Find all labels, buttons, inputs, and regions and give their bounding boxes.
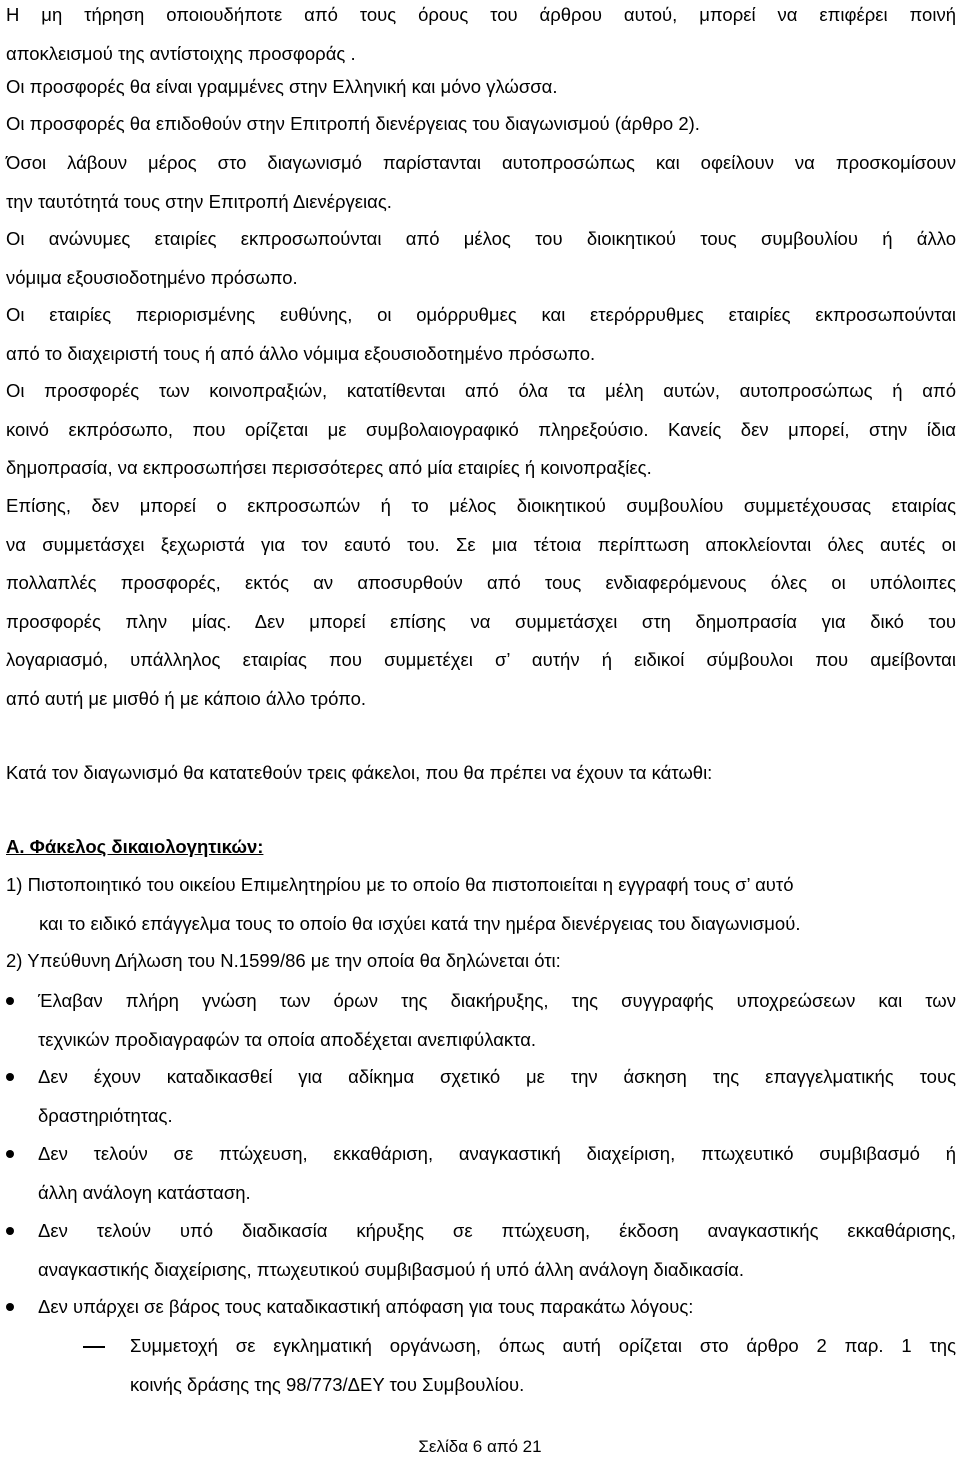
text-line: 1) Πιστοποιητικό του οικείου Επιμελητηρίου με το οποίο θα πιστοποιείται η εγγραφή τους σ’ αυτό (6, 874, 794, 895)
bullet-icon (6, 1150, 14, 1158)
paragraph-submission (6, 105, 956, 144)
text-line: κοινής δράσης της 98/773/ΔΕΥ του Συμβουλίου. (130, 1373, 525, 1395)
text-line: λογαριασμό, υπάλληλος εταιρίας που συμμετέχει σ’ αυτήν ή ειδικοί σύμβουλοι που αμείβονται (6, 649, 956, 670)
paragraph-language (6, 68, 956, 107)
page-number: Σελίδα 6 από 21 (418, 1437, 542, 1456)
paragraph-envelopes (6, 754, 956, 793)
text-line: 2) Υπεύθυνη Δήλωση του Ν.1599/86 με την οποία θα δηλώνεται ότι: (6, 950, 561, 971)
text-line: Οι προσφορές θα επιδοθούν στην Επιτροπή διενέργειας του διαγωνισμού (άρθρο 2). (6, 113, 700, 134)
text-line: Δεν τελούν υπό διαδικασία κήρυξης σε πτώχευση, έκδοση αναγκαστικής εκκαθάρισης, (38, 1220, 956, 1241)
text-line: αναγκαστικής διαχείρισης, πτωχευτικού συμβιβασμού ή υπό άλλη ανάλογη διαδικασία. (38, 1258, 745, 1280)
text-line: Έλαβαν πλήρη γνώση των όρων της διακήρυξης, της συγγραφής υποχρεώσεων και των (38, 990, 956, 1011)
paragraph-anonymous-companies (6, 220, 956, 297)
text-line: και το ειδικό επάγγελμα τους το οποίο θα ισχύει κατά την ημέρα διενέργειας του διαγωνισμού. (39, 912, 801, 934)
text-line: πολλαπλές προσφορές, εκτός αν αποσυρθούν από τους ενδιαφερόμενους όλες οι υπόλοιπες (6, 572, 956, 593)
section-heading: Α. Φάκελος δικαιολογητικών: (6, 836, 264, 857)
section-a-heading (6, 828, 956, 867)
paragraph-limited-companies (6, 296, 956, 373)
text-line: Επίσης, δεν μπορεί ο εκπροσωπών ή το μέλος διοικητικού συμβουλίου συμμετέχουσας εταιρίας (6, 495, 956, 516)
text-line: από το διαχειριστή τους ή από άλλο νόμιμα εξουσιοδοτημένο πρόσωπο. (6, 342, 596, 364)
text-line: κοινό εκπρόσωπο, που ορίζεται με συμβολαιογραφικό πληρεξούσιο. Κανείς δεν μπορεί, στην ίδια (6, 418, 956, 440)
bullet-icon (6, 997, 14, 1005)
bullet-item (6, 1288, 956, 1327)
bullet-icon (6, 1303, 14, 1311)
text-line: άλλη ανάλογη κατάσταση. (38, 1181, 251, 1203)
text-line: την ταυτότητά τους στην Επιτροπή Διενέργειας. (6, 190, 392, 212)
text-line: Όσοι λάβουν μέρος στο διαγωνισμό παρίστανται αυτοπροσώπως και οφείλουν να προσκομίσουν (6, 152, 956, 173)
text-line: Οι προσφορές των κοινοπραξιών, κατατίθενται από όλα τα μέλη αυτών, αυτοπροσώπως ή από (6, 380, 956, 401)
text-line: δημοπρασία, να εκπροσωπήσει περισσότερες από μία εταιρίες ή κοινοπραξίες. (6, 457, 652, 478)
text-line: Οι προσφορές θα είναι γραμμένες στην Ελληνική και μόνο γλώσσα. (6, 76, 558, 97)
text-line: Κατά τον διαγωνισμό θα κατατεθούν τρεις φάκελοι, που θα πρέπει να έχουν τα κάτωθι: (6, 762, 713, 783)
text-line: Δεν έχουν καταδικασθεί για αδίκημα σχετικό με την άσκηση της επαγγελματικής τους (38, 1066, 956, 1087)
section-a-item-1 (6, 866, 956, 943)
text-line: Συμμετοχή σε εγκληματική οργάνωση, όπως αυτή ορίζεται στο άρθρο 2 παρ. 1 της (130, 1335, 956, 1356)
paragraph-joint-ventures (6, 372, 956, 488)
bullet-item (6, 1135, 956, 1212)
bullet-item (6, 1212, 956, 1289)
text-line: από αυτή με μισθό ή με κάποιο άλλο τρόπο. (6, 687, 367, 709)
text-line: Η μη τήρηση οποιουδήποτε από τους όρους του άρθρου αυτού, μπορεί να επιφέρει ποινή (6, 4, 956, 25)
paragraph-penalty (6, 0, 956, 73)
bullet-icon (6, 1073, 14, 1081)
section-a-item-2 (6, 942, 956, 981)
paragraph-attendance (6, 144, 956, 221)
text-line: προσφορές πλην μίας. Δεν μπορεί επίσης να συμμετάσχει στη δημοπρασία για δικό του (6, 610, 956, 632)
text-line: Δεν τελούν σε πτώχευση, εκκαθάριση, αναγκαστική διαχείριση, πτωχευτικό συμβιβασμό ή (38, 1143, 956, 1164)
text-line: Οι ανώνυμες εταιρίες εκπροσωπούνται από μέλος του διοικητικού τους συμβουλίου ή άλλο (6, 228, 956, 249)
paragraph-representatives (6, 487, 956, 718)
dash-item (6, 1327, 956, 1404)
text-line: Δεν υπάρχει σε βάρος τους καταδικαστική απόφαση για τους παρακάτω λόγους: (38, 1296, 694, 1317)
bullet-item (6, 982, 956, 1059)
bullet-item (6, 1058, 956, 1135)
bullet-icon (6, 1227, 14, 1235)
text-line: αποκλεισμού της αντίστοιχης προσφοράς . (6, 42, 356, 64)
text-line: δραστηριότητας. (38, 1104, 173, 1126)
text-line: να συμμετάσχει ξεχωριστά για τον εαυτό του. Σε μια τέτοια περίπτωση αποκλείονται όλες αυτές οι (6, 533, 956, 555)
dash-icon (83, 1346, 105, 1348)
text-line: νόμιμα εξουσιοδοτημένο πρόσωπο. (6, 266, 298, 288)
text-line: Οι εταιρίες περιορισμένης ευθύνης, οι ομόρρυθμες και ετερόρρυθμες εταιρίες εκπροσωπούνται (6, 304, 956, 325)
text-line: τεχνικών προδιαγραφών τα οποία αποδέχεται ανεπιφύλακτα. (38, 1028, 537, 1050)
